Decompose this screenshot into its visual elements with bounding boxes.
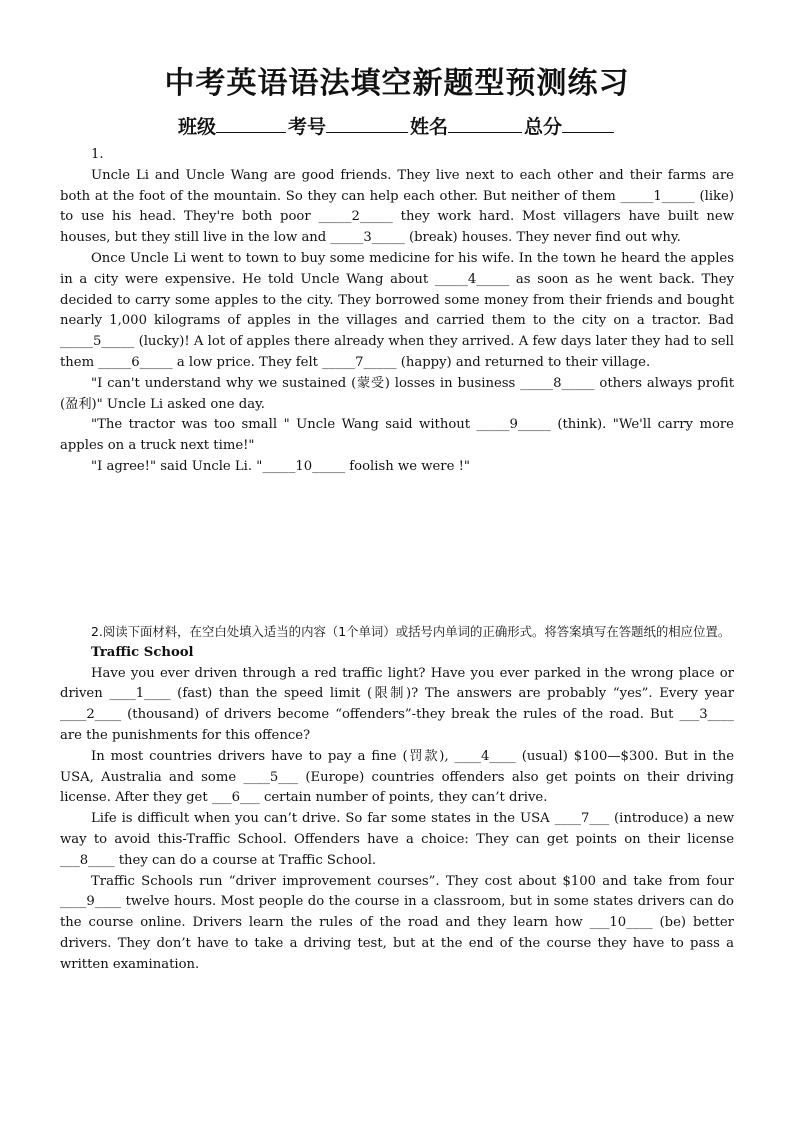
exam-number-label: 考号 xyxy=(287,116,326,138)
q1-paragraph-4: "The tractor was too small " Uncle Wang said without _____9_____ (think). "We'll carry more apples on a truck next time!" xyxy=(60,417,734,454)
question-2-instruction: 2.阅读下面材料，在空白处填入适当的内容（1个单词）或括号内单词的正确形式。将答案填写在答题纸的相应位置。 xyxy=(91,624,731,639)
q1-paragraph-2: Once Uncle Li went to town to buy some medicine for his wife. In the town he heard the apples in a city were expensive. He told Uncle Wang about _____4_____ as soon as he went back. They decided to carry some apples to the city. They borrowed some money from their friends and bought nearly 1,000 kilograms of apples in the villages and carried them to the city on a tractor. Bad _____5_____ (lucky)! A lot of apples there already when they arrived. A few days later they had to sell them _____6_____ a low price. They felt _____7_____ (happy) and returned to their village. xyxy=(60,250,734,370)
page-title: 中考英语语法填空新题型预测练习 xyxy=(164,66,630,101)
student-info-line xyxy=(0,112,794,139)
q1-paragraph-1: Uncle Li and Uncle Wang are good friends. They live next to each other and their farms are both at the foot of the mountain. So they can help each other. But neither of them _____1_____ (like) to use his head. They're both poor _____2_____ they work hard. Most villagers have built new houses, but they still live in the low and _____3_____ (break) houses. They never find out why. xyxy=(60,167,734,246)
q2-paragraph-2: In most countries drivers have to pay a fine (罚款), ____4____ (usual) $100—$300. But in the USA, Australia and some ____5___ (Europe) countries offenders also get points on their driving license. After they get ___6___ certain number of points, they can’t drive. xyxy=(60,748,734,806)
question-1-section xyxy=(60,145,734,478)
q1-paragraph-5: "I agree!" said Uncle Li. "_____10_____ foolish we were !" xyxy=(91,458,470,474)
q2-paragraph-4: Traffic Schools run “driver improvement courses”. They cost about $100 and take from four ____9____ twelve hours. Most people do the course in a classroom, but in some states drivers can do the course online. Drivers learn the rules of the road and they learn how ___10____ (be) better drivers. They don’t have to take a driving test, but at the end of the course they have to pass a written examination. xyxy=(60,873,734,972)
q2-paragraph-3: Life is difficult when you can’t drive. So far some states in the USA ____7___ (introduce) a new way to avoid this-Traffic School. Offenders have a choice: They can get points on their license ___8____ they can do a course at Traffic School. xyxy=(60,811,734,868)
score-label: 总分 xyxy=(524,116,563,138)
class-blank[interactable] xyxy=(216,114,286,133)
q2-paragraph-1: Have you ever driven through a red traffic light? Have you ever parked in the wrong place or driven ____1____ (fast) than the speed limit (限制)? The answers are probably “yes”. Every year ____2____ (thousand) of drivers become “offenders”-they break the rules of the road. But ___3____ are the punishments for this offence? xyxy=(60,665,734,743)
exam-number-blank[interactable] xyxy=(326,114,408,133)
name-blank[interactable] xyxy=(448,114,522,133)
score-blank[interactable] xyxy=(562,114,614,133)
passage-title: Traffic School xyxy=(91,644,194,660)
name-label: 姓名 xyxy=(410,116,449,138)
q1-paragraph-3: "I can't understand why we sustained (蒙受) losses in business _____8_____ others always profit (盈利)" Uncle Li asked one day. xyxy=(60,375,734,412)
question-1-number: 1. xyxy=(91,147,104,162)
class-label: 班级 xyxy=(177,116,216,138)
question-2-section xyxy=(60,622,734,976)
